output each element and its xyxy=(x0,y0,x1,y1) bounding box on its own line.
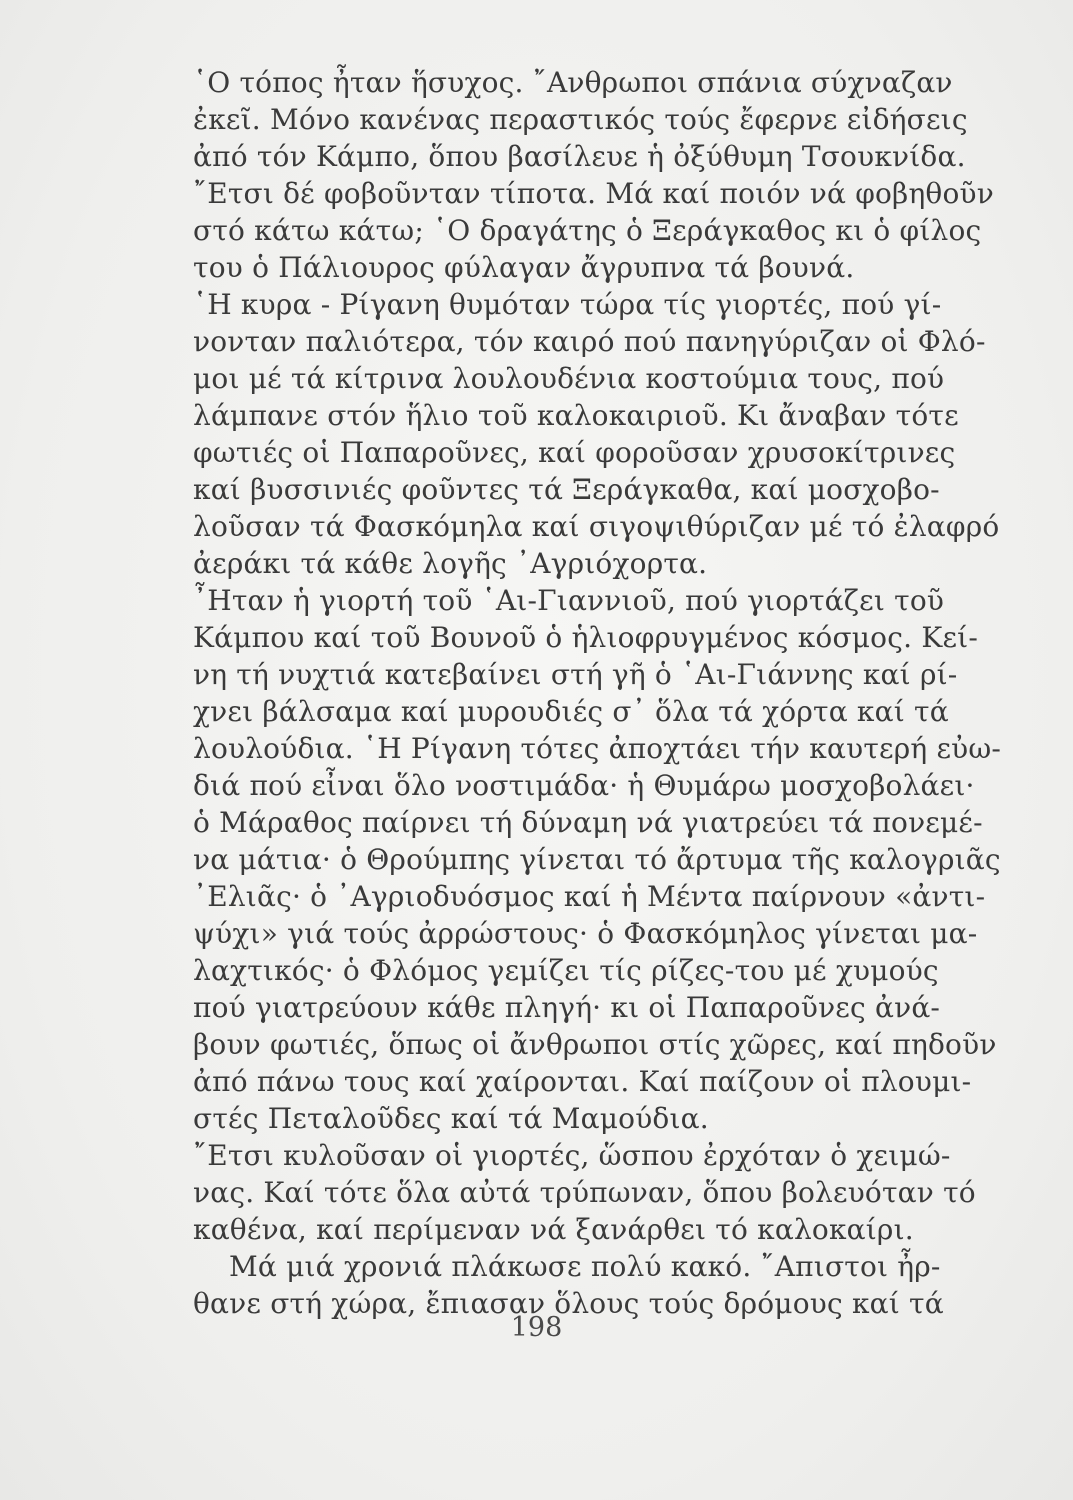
page-number: 198 xyxy=(510,1312,563,1343)
text-line: ἀεράκι τά κάθε λογῆς ᾿Αγριόχορτα. xyxy=(193,547,708,580)
text-line: ψύχι» γιά τούς ἀρρώστους· ὁ Φασκόμηλος γίνεται μα- xyxy=(193,917,978,950)
text-line: Κάμπου καί τοῦ Βουνοῦ ὁ ἡλιοφρυγμένος κόσμος. Κεί- xyxy=(193,621,978,654)
text-line: νη τή νυχτιά κατεβαίνει στή γῆ ὁ ῾Αι-Γιάννης καί ρί- xyxy=(193,658,958,691)
text-line: λάμπανε στόν ἥλιο τοῦ καλοκαιριοῦ. Κι ἄναβαν τότε xyxy=(193,399,959,432)
text-line: στό κάτω κάτω; ῾Ο δραγάτης ὁ Ξεράγκαθος κι ὁ φίλος xyxy=(193,214,982,247)
text-line: ἐκεῖ. Μόνο κανένας περαστικός τούς ἔφερνε εἰδήσεις xyxy=(193,103,968,136)
text-line: του ὁ Πάλιουρος φύλαγαν ἄγρυπνα τά βουνά. xyxy=(193,251,855,284)
text-line: νας. Καί τότε ὅλα αὐτά τρύπωναν, ὅπου βολευόταν τό xyxy=(193,1176,976,1209)
text-line: φωτιές οἱ Παπαροῦνες, καί φοροῦσαν χρυσοκίτρινες xyxy=(193,436,956,469)
text-line: βουν φωτιές, ὅπως οἱ ἄνθρωποι στίς χῶρες, καί πηδοῦν xyxy=(193,1028,997,1061)
text-line: Μά μιά χρονιά πλάκωσε πολύ κακό. ῎Απιστοι ἦρ- xyxy=(229,1250,941,1283)
text-line: μοι μέ τά κίτρινα λουλουδένια κοστούμια τους, πού xyxy=(193,362,945,395)
text-line: νονταν παλιότερα, τόν καιρό πού πανηγύριζαν οἱ Φλό- xyxy=(193,325,986,358)
text-line: ἀπό τόν Κάμπο, ὅπου βασίλευε ἡ ὀξύθυμη Τσουκνίδα. xyxy=(193,140,966,173)
text-line: ὁ Μάραθος παίρνει τή δύναμη νά γιατρεύει τά πονεμέ- xyxy=(193,806,983,839)
text-line: ῎Ετσι δέ φοβοῦνταν τίποτα. Μά καί ποιόν νά φοβηθοῦν xyxy=(193,177,994,210)
text-line: λουλούδια. ῾Η Ρίγανη τότες ἀποχτάει τήν καυτερή εὐω- xyxy=(193,732,1002,765)
text-line: στές Πεταλοῦδες καί τά Μαμούδια. xyxy=(193,1102,709,1135)
text-line: ῏Ηταν ἡ γιορτή τοῦ ῾Αι-Γιαννιοῦ, πού γιορτάζει τοῦ xyxy=(193,584,945,617)
text-line: ῾Η κυρα - Ρίγανη θυμόταν τώρα τίς γιορτές, πού γί- xyxy=(193,288,942,321)
text-line: καί βυσσινιές φοῦντες τά Ξεράγκαθα, καί μοσχοβο- xyxy=(193,473,940,506)
text-line: ἀπό πάνω τους καί χαίρονται. Καί παίζουν οἱ πλουμι- xyxy=(193,1065,972,1098)
text-line: λοῦσαν τά Φασκόμηλα καί σιγοψιθύριζαν μέ τό ἐλαφρό xyxy=(193,510,1000,543)
text-line: διά πού εἶναι ὅλο νοστιμάδα· ἡ Θυμάρω μοσχοβολάει· xyxy=(193,769,975,802)
text-line: καθένα, καί περίμεναν νά ξανάρθει τό καλοκαίρι. xyxy=(193,1213,914,1246)
text-line: ῎Ετσι κυλοῦσαν οἱ γιορτές, ὥσπου ἐρχόταν ὁ χειμώ- xyxy=(193,1139,951,1172)
text-line: θανε στή χώρα, ἔπιασαν ὅλους τούς δρόμους καί τά xyxy=(193,1287,944,1320)
text-line: χνει βάλσαμα καί μυρουδιές σ᾿ ὅλα τά χόρτα καί τά xyxy=(193,695,949,728)
text-line: λαχτικός· ὁ Φλόμος γεμίζει τίς ρίζες-του μέ χυμούς xyxy=(193,954,939,987)
text-line: ᾿Ελιᾶς· ὁ ᾿Αγριοδυόσμος καί ἡ Μέντα παίρνουν «ἀντι- xyxy=(193,880,986,913)
text-line: να μάτια· ὁ Θρούμπης γίνεται τό ἄρτυμα τῆς καλογριᾶς xyxy=(193,843,1001,876)
text-line: ῾Ο τόπος ἦταν ἥσυχος. ῎Ανθρωποι σπάνια σύχναζαν xyxy=(193,66,953,99)
text-line: πού γιατρεύουν κάθε πληγή· κι οἱ Παπαροῦνες ἀνά- xyxy=(193,991,941,1024)
